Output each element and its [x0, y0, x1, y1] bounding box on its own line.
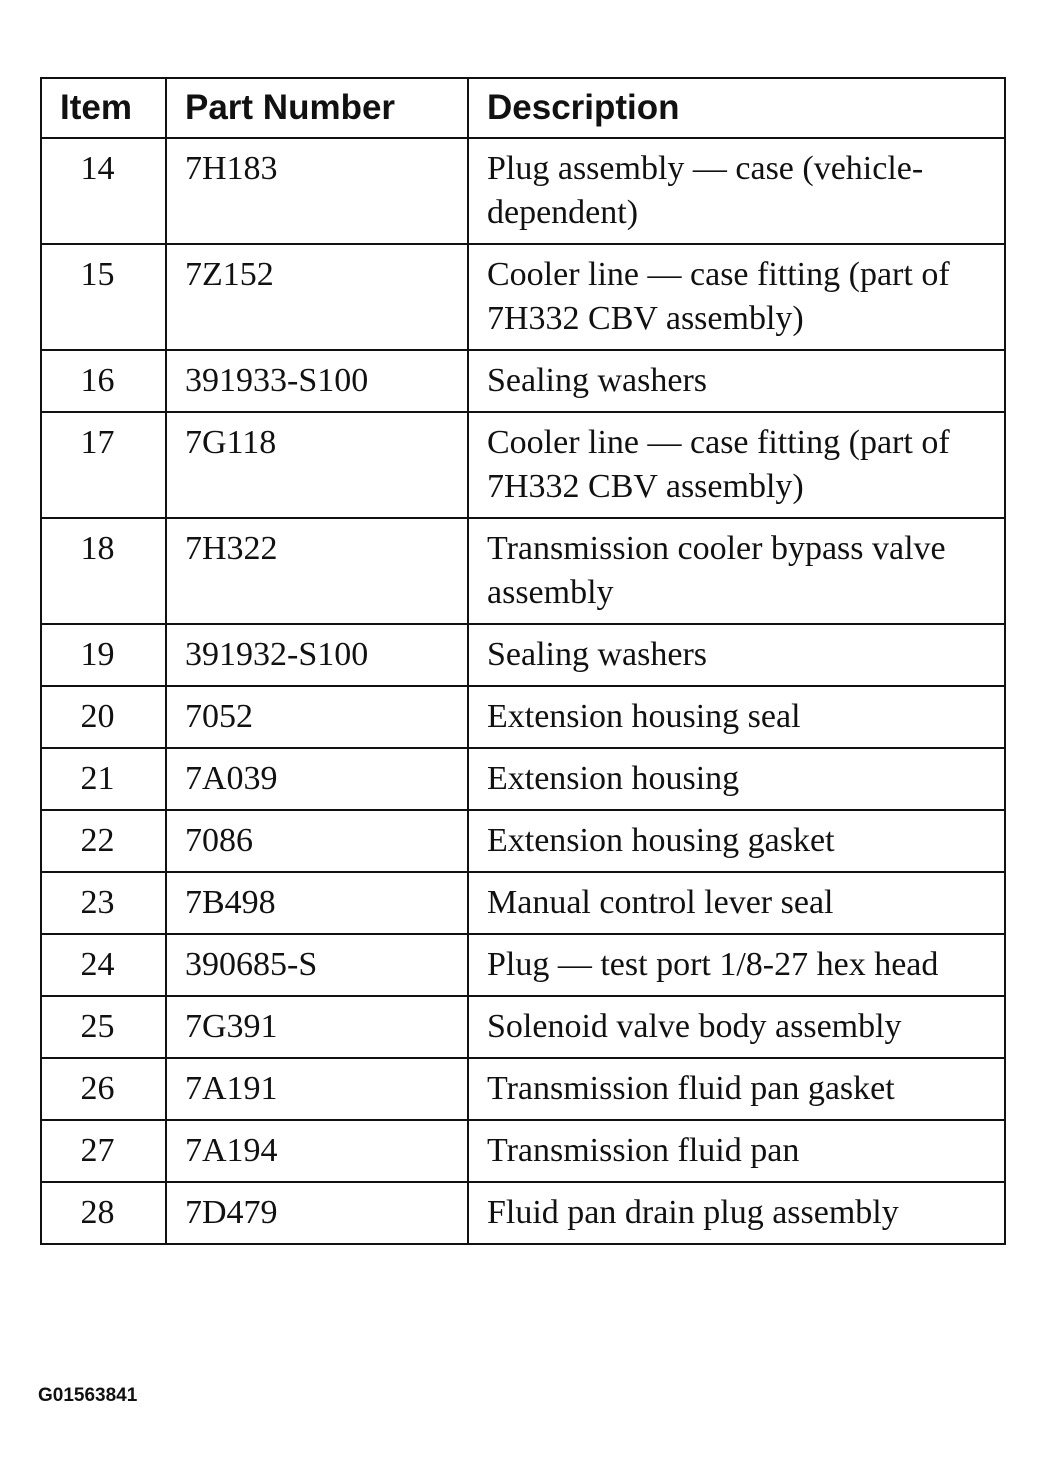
part-number-cell: 390685-S [166, 934, 468, 996]
description-cell: Sealing washers [468, 624, 1005, 686]
part-number-cell: 7Z152 [166, 244, 468, 350]
table-row [41, 996, 1005, 1058]
table-row [41, 810, 1005, 872]
table-header [41, 78, 1005, 138]
item-cell: 18 [41, 518, 166, 624]
part-number-cell: 391933-S100 [166, 350, 468, 412]
table-row [41, 350, 1005, 412]
table-body [41, 138, 1005, 1244]
item-cell: 28 [41, 1182, 166, 1244]
description-cell: Transmission cooler bypass valve assembly [468, 518, 1005, 624]
part-number-cell: 7H183 [166, 138, 468, 244]
description-cell: Extension housing [468, 748, 1005, 810]
item-cell: 23 [41, 872, 166, 934]
item-cell: 27 [41, 1120, 166, 1182]
part-number-cell: 7A194 [166, 1120, 468, 1182]
item-cell: 24 [41, 934, 166, 996]
description-cell: Extension housing seal [468, 686, 1005, 748]
header-row [41, 78, 1005, 138]
table-row [41, 872, 1005, 934]
item-cell: 15 [41, 244, 166, 350]
description-cell: Extension housing gasket [468, 810, 1005, 872]
table-row [41, 686, 1005, 748]
item-cell: 16 [41, 350, 166, 412]
item-cell: 25 [41, 996, 166, 1058]
part-number-cell: 7D479 [166, 1182, 468, 1244]
table-row [41, 748, 1005, 810]
table-row [41, 1058, 1005, 1120]
description-cell: Plug — test port 1/8-27 hex head [468, 934, 1005, 996]
table-row [41, 412, 1005, 518]
description-cell: Solenoid valve body assembly [468, 996, 1005, 1058]
table-row [41, 624, 1005, 686]
table-row [41, 1182, 1005, 1244]
item-cell: 20 [41, 686, 166, 748]
header-description: Description [468, 78, 1005, 138]
description-cell: Sealing washers [468, 350, 1005, 412]
table-row [41, 138, 1005, 244]
item-cell: 22 [41, 810, 166, 872]
table-row [41, 934, 1005, 996]
description-cell: Cooler line — case fitting (part of 7H332 CBV assembly) [468, 244, 1005, 350]
item-cell: 21 [41, 748, 166, 810]
part-number-cell: 7G118 [166, 412, 468, 518]
table-row [41, 244, 1005, 350]
description-cell: Transmission fluid pan [468, 1120, 1005, 1182]
table-row [41, 1120, 1005, 1182]
parts-table [40, 77, 1006, 1245]
part-number-cell: 7A191 [166, 1058, 468, 1120]
part-number-cell: 391932-S100 [166, 624, 468, 686]
part-number-cell: 7086 [166, 810, 468, 872]
item-cell: 26 [41, 1058, 166, 1120]
item-cell: 19 [41, 624, 166, 686]
item-cell: 17 [41, 412, 166, 518]
description-cell: Cooler line — case fitting (part of 7H332 CBV assembly) [468, 412, 1005, 518]
header-item: Item [41, 78, 166, 138]
description-cell: Plug assembly — case (vehicle-dependent) [468, 138, 1005, 244]
description-cell: Fluid pan drain plug assembly [468, 1182, 1005, 1244]
figure-id: G01563841 [38, 1385, 138, 1406]
item-cell: 14 [41, 138, 166, 244]
description-cell: Transmission fluid pan gasket [468, 1058, 1005, 1120]
part-number-cell: 7052 [166, 686, 468, 748]
description-cell: Manual control lever seal [468, 872, 1005, 934]
header-part-number: Part Number [166, 78, 468, 138]
part-number-cell: 7B498 [166, 872, 468, 934]
table-row [41, 518, 1005, 624]
part-number-cell: 7H322 [166, 518, 468, 624]
part-number-cell: 7A039 [166, 748, 468, 810]
part-number-cell: 7G391 [166, 996, 468, 1058]
